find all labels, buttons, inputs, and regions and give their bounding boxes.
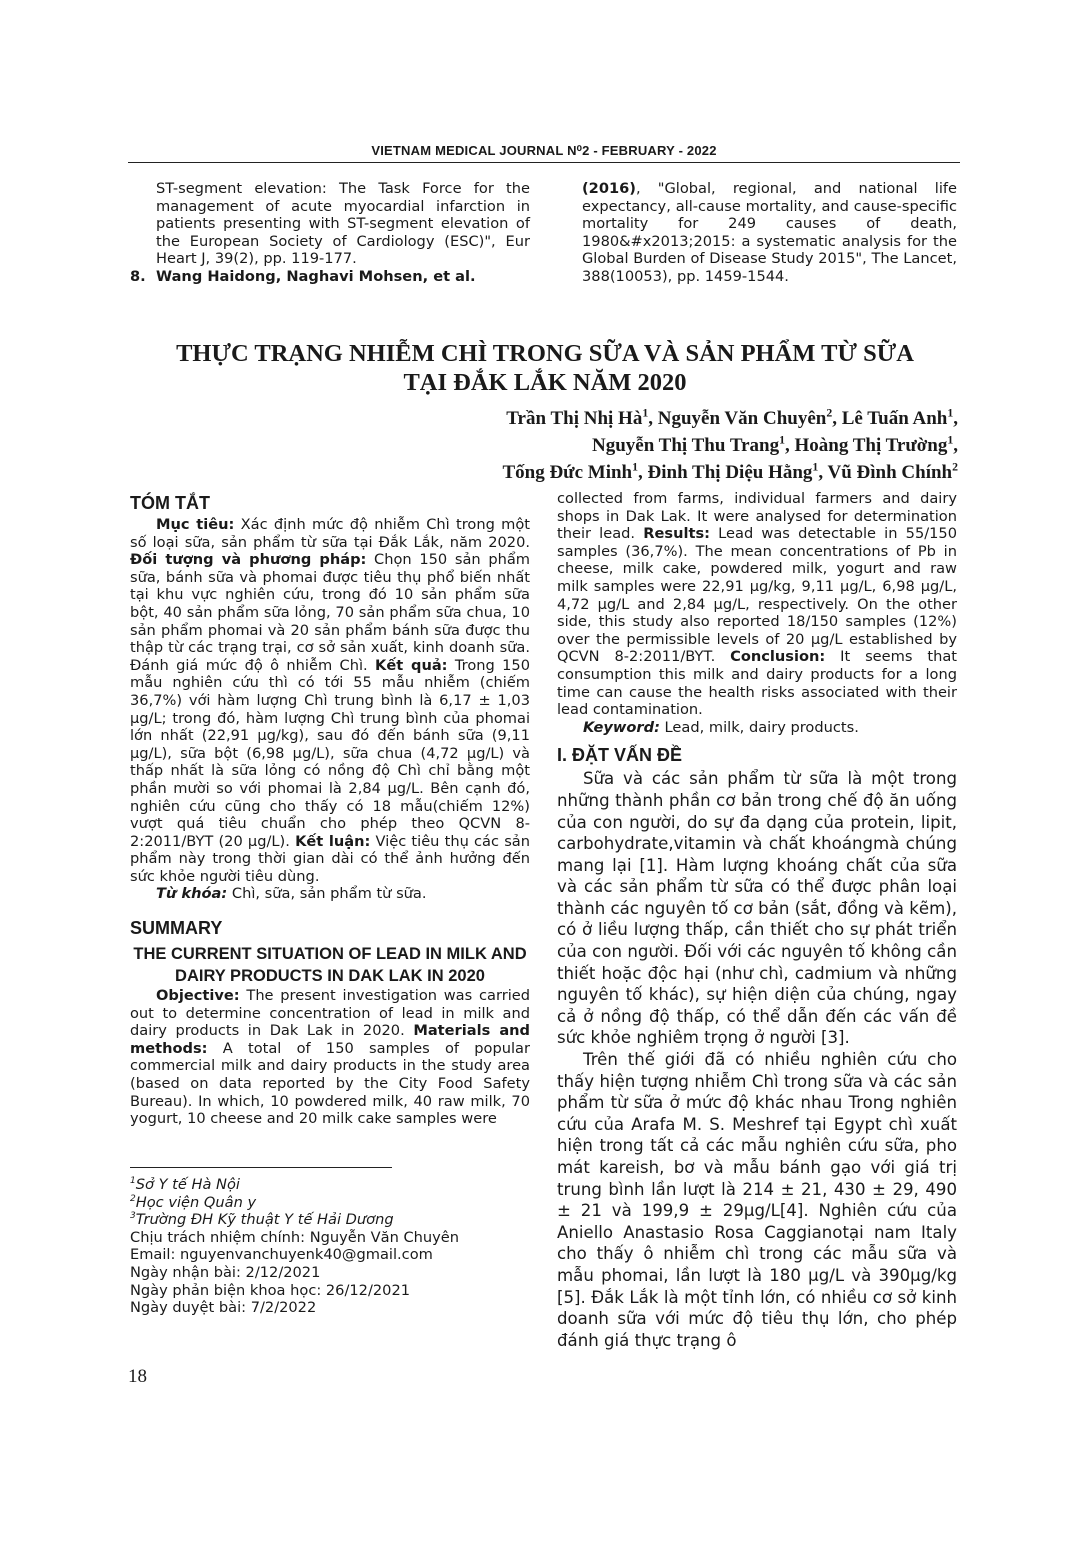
reference-number: 8. <box>130 267 146 285</box>
conclusion-text: It seems that consumption this milk and dairy products for a long time can cause the health risks associated with their lead contamination. <box>557 648 957 719</box>
muctieu-text: Xác định mức độ nhiễm Chì trong một số loại sữa, sản phẩm từ sữa tại Đắk Lắk, năm 2020. <box>130 516 530 551</box>
affiliation-mark: 1 <box>642 406 649 420</box>
methods-text-end: collected from farms, individual farmers and dairy shops in Dak Lak. It were analysed for determination their lead. <box>557 490 957 543</box>
footnote-rule <box>130 1167 392 1168</box>
affiliation-mark: 1 <box>947 433 954 447</box>
methods-text-start: A total of 150 samples of popular commercial milk and dairy products in the study area (based on data reported by the City Food Safety Bureau). In which, 10 powdered milk, 40 raw milk, 70 yogurt, 10 cheese and 20 milk cake samples were <box>130 1039 530 1128</box>
author-line-1: Trần Thị Nhị $Hà^1$, Nguyễn Văn Chuyên$^2$, Lê Tuấn Anh$^1$, <box>506 406 958 429</box>
author-name: Nguyễn Văn Chuyên <box>657 408 827 429</box>
title-line-2: TẠI ĐẮK LẮK NĂM 2020 <box>403 369 687 396</box>
intro-paragraph-1: Sữa và các sản phẩm từ sữa là một trong những thành phần cơ bản trong chế độ ăn uống của con người, do sự đa dạng của protein, lipit, carbohydrate,vitamin và chất khoángmà chúng mang lại [1]. Hàm lượng khoáng chất của sữa và các sản phẩm từ sữa có thể được phân loại thành các nguyên tố cơ bản (sắt, đồng và kẽm), có ở liều lượng thấp, cần thiết cho sự phát triển của con người. Đối với các nguyên tố không cần thiết hoặc độc hại (như chì, cadmium và những nguyên tố khác), sự hiện diện của chúng, ngay cả ở nồng độ thấp, có thể dẫn đến các vấn đề sức khỏe nghiêm trọng ở người [3]. <box>557 769 957 1048</box>
summary-heading: SUMMARY <box>130 918 223 939</box>
affiliation-mark: 1 <box>947 406 954 420</box>
intro-body <box>557 768 957 1351</box>
review-date: Ngày phản biện khoa học: 26/12/2021 <box>130 1281 411 1299</box>
keyword-text: Lead, milk, dairy products. <box>659 718 859 736</box>
author-name: Đinh Thị Diệu Hằng <box>647 462 813 483</box>
affiliation-1 <box>130 1176 530 1194</box>
reference-year: (2016) <box>582 180 636 197</box>
reference-7-continuation: ST-segment elevation: The Task Force for the management of acute myocardial infarction in patients presenting with ST-segment elevation of the European Society of Cardiology (ESC)", Eur Heart J, 39(2), pp. 119-177. <box>156 180 530 268</box>
author-name: Trần Thị Nhị Hà <box>506 408 643 429</box>
reference-8-continuation <box>582 180 957 286</box>
results-text: Lead was detectable in 55/150 samples (36,7%). The mean concentrations of Pb in cheese, milk cake, powdered milk, yogurt and raw milk samples were 22,91 µg/kg, 9,11 µg/L, 6,98 µg/L, 4,72 µg/L and 2,84 µg/L, respectively. On the other side, this study also reported 18/150 samples (12%) over the permissible levels of 20 µg/L established by QCVN 8-2:2011/BYT. <box>557 525 958 666</box>
conclusion-label: Conclusion: <box>730 648 826 666</box>
affiliation-mark: 2 <box>952 460 958 474</box>
references-left <box>130 180 530 286</box>
author-name: Lê Tuấn Anh <box>841 408 948 429</box>
affiliation-mark: 1 <box>779 433 785 447</box>
journal-header: VIETNAM MEDICAL JOURNAL N⁰2 - FEBRUARY - 2022 <box>371 143 717 158</box>
affiliation-mark: 1 <box>632 460 639 474</box>
footnotes <box>130 1176 530 1317</box>
author-name: Vũ Đình Chính <box>827 462 953 483</box>
intro-paragraph-2: Trên thế giới đã có nhiều nghiên cứu cho thấy hiện tượng nhiễm Chì trong sữa và các sản phẩm từ sữa ở mức độ khác nhau Trong nghiên cứu của Arafa M. S. Meshref tại Egypt chì xuất hiện trong tất cả các mẫu nghiên cứu sữa, pho mát kareish, bơ và mẫu bánh gạo với giá trị trung bình lần lượt là 214 ± 21, 430 ± 29, 490 ± 21 và 199,9 ± 29µg/L[4]. Nghiên cứu của Aniello Anastasio Rosa Caggianotại nam Italy cho thấy ô nhiễm chì trong các mẫu sữa và mẫu phomai, lần lượt là 180 µg/L và 390µg/kg [5]. Đắk Lắk là một tỉnh lớn, có nhiều cơ sở kinh doanh sữa với mức độ tiêu thụ lớn, cho phép đánh giá thực trạng ô <box>557 1050 957 1350</box>
summary-abstract-part1 <box>130 987 530 1128</box>
reference-authors: Wang Haidong, Naghavi Mohsen, et al. <box>156 267 476 285</box>
results-label: Results: <box>643 525 710 543</box>
keyword-label: Keyword: <box>583 718 660 736</box>
doituong-label: Đối tượng và phương pháp: <box>130 551 367 569</box>
article-title <box>130 339 960 397</box>
header-rule <box>128 162 960 163</box>
footnote-mark: 1 <box>130 1176 136 1187</box>
footnote-mark: 2 <box>130 1193 136 1204</box>
references-right <box>582 180 957 286</box>
author-line-3: Tống Đức Minh$^1$, Đinh Thị Diệu Hằng$^1$, Vũ Đình Chính$^2$ <box>502 460 958 483</box>
tukhoa-label: Từ khóa: <box>156 885 228 903</box>
muctieu-label: Mục tiêu: <box>156 516 235 533</box>
received-date: Ngày nhận bài: 2/12/2021 <box>130 1263 321 1281</box>
tomtat-abstract <box>130 516 530 885</box>
ketqua-text: Trong 150 mẫu nghiên cứu thì có tới 55 mẫu nhiễm (chiếm 36,7%) với hàm lượng Chì trung bình là 6,17 ± 1,03 µg/L; trong đó, hàm lượng Chì trung bình của phomai lớn nhất (22,91 µg/kg), sau đó đến bánh sữa (9,11 µg/L), sữa bột (6,98 µg/L), sữa chua (4,72 µg/L) và thấp nhất là sữa lỏng có nồng độ Chì chỉ bằng một phần mười so với phomai là 2,84 µg/L. Bên cạnh đó, nghiên cứu cũng cho thấy có 18 mẫu(chiếm 12%) vượt quá tiêu chuẩn cho phép theo QCVN 8-2:2011/BYT (20 µg/L). <box>130 656 530 850</box>
author-list <box>258 405 958 486</box>
affiliation-2 <box>130 1194 530 1212</box>
objective-text: The present investigation was carried out to determine concentration of lead in milk and dairy products in Dak Lak in 2020. <box>130 987 530 1040</box>
keyword-line <box>557 719 957 737</box>
ketluan-text: Việc tiêu thụ các sản phẩm này trong thời gian dài có thể ảnh hưởng đến sức khỏe người tiêu dùng. <box>130 832 530 885</box>
objective-label: Objective: <box>156 987 240 1005</box>
summary-title: THE CURRENT SITUATION OF LEAD IN MILK AND DAIRY PRODUCTS IN DAK LAK IN 2020 <box>133 945 527 986</box>
tukhoa-line <box>130 885 530 903</box>
approval-date: Ngày duyệt bài: 7/2/2022 <box>130 1299 317 1317</box>
affiliation-text: Học viện Quân y <box>135 1193 257 1211</box>
footnote-mark: 3 <box>130 1211 136 1222</box>
author-line-2: Nguyễn Thị Thu Trang$^1$, Hoàng Thị Trường$^1$, <box>591 433 958 456</box>
intro-heading: I. ĐẶT VẤN ĐỀ <box>557 745 683 766</box>
tomtat-heading: TÓM TẮT <box>130 493 210 513</box>
tukhoa-text: Chì, sữa, sản phẩm từ sữa. <box>227 885 427 903</box>
methods-label: Materials and methods: <box>130 1022 531 1057</box>
author-name: Tống Đức Minh <box>502 462 633 483</box>
doituong-text: Chọn 150 sản phẩm sữa, bánh sữa và phomai được tiêu thụ phổ biến nhất tại khu vực nghiên cứu, trong đó 10 sản phẩm sữa bột, 40 sản phẩm sữa lỏng, 70 sản phẩm sữa chua, 10 sản phẩm phomai và 20 sản phẩm bánh sữa được thu thập từ các trạng trại, cơ sở sản xuất, kinh doanh sữa. Đánh giá mức độ ô nhiễm Chì. <box>130 551 530 674</box>
page-number: 18 <box>128 1366 147 1387</box>
summary-abstract-part2 <box>557 490 957 719</box>
ketluan-label: Kết luận: <box>295 832 371 850</box>
affiliation-text: Sở Y tế Hà Nội <box>135 1176 240 1193</box>
affiliation-text: Trường ĐH Kỹ thuật Y tế Hải Dương <box>135 1211 394 1229</box>
title-line-1: THỰC TRẠNG NHIỄM CHÌ TRONG SỮA VÀ SẢN PHẨM TỪ SỮA <box>176 340 914 367</box>
ketqua-label: Kết quả: <box>375 656 448 674</box>
reference-body: , "Global, regional, and national life expectancy, all-cause mortality, and cause-specific mortality for 249 causes of death, 1980&#x2013;2015: a systematic analysis for the Global Burden of Disease Study 2015", The Lancet, 388(10053), pp. 1459-1544. <box>582 180 957 285</box>
right-column <box>557 490 957 1351</box>
responsible-author: Chịu trách nhiệm chính: Nguyễn Văn Chuyên <box>130 1228 460 1246</box>
affiliation-3 <box>130 1211 530 1229</box>
contact-email: Email: nguyenvanchuyenk40@gmail.com <box>130 1246 433 1264</box>
affiliation-mark: 1 <box>812 460 819 474</box>
author-name: Nguyễn Thị Thu Trang <box>591 435 780 456</box>
author-name: Hoàng Thị Trường <box>794 435 948 456</box>
left-column <box>130 492 530 1128</box>
reference-8-start <box>130 268 530 286</box>
affiliation-mark: 2 <box>826 406 833 420</box>
